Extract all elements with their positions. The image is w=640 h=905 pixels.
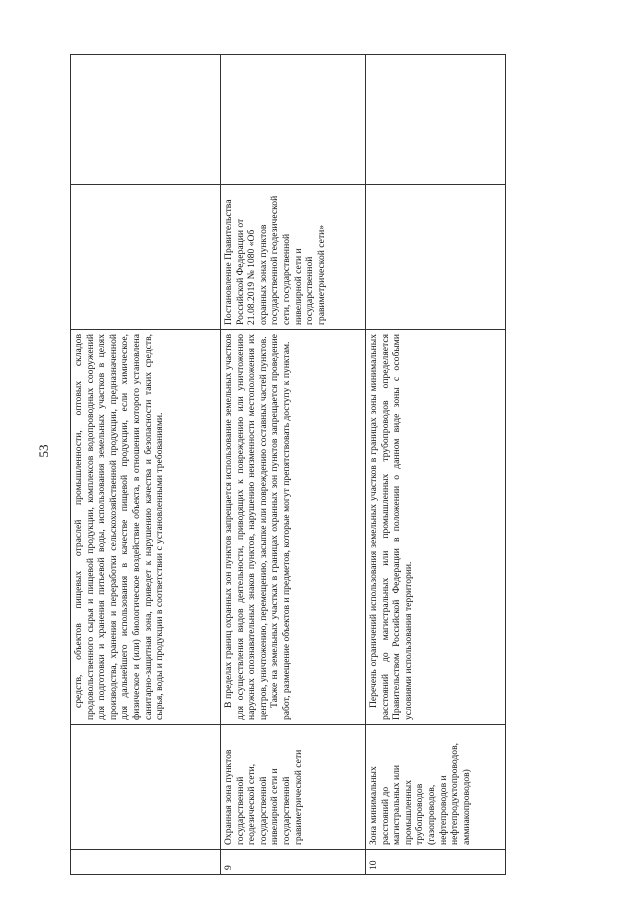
restriction-paragraph: В пределах границ охранных зон пунктов запрещается использование земельных участков для осуществления видов деятельности, приводящих к повреждению или уничтожению наружных опознавательных знаков пунктов, нарушению неизменности местоположения их центров, уничтожению, перемещению, засыпке или повреждению составных частей пунктов.: [223, 334, 269, 720]
legal-basis: [71, 185, 221, 330]
page-number: 53: [36, 444, 51, 458]
legal-basis: Постановление Правительства Российской Федерации от 21.08.2019 № 1080 «Об охранных зонах пунктов государственной геодезической сети, государственной нивелирной сети и государственной гравиметрической сети»: [221, 185, 366, 330]
restriction-paragraph: Также на земельных участках в границах охранных зон пунктов запрещается проведение работ, размещение объектов и предметов, которые могут препятствовать доступу к пунктам.: [269, 334, 292, 720]
restriction-text: [221, 330, 366, 725]
restriction-paragraph: Перечень ограничений использования земельных участков в границах зоны минимальных расстояний до магистральных или промышленных трубопроводов определяется Правительством Российской Федерации в положении о данном виде зоны с особыми условиями использования территории.: [368, 334, 414, 720]
row-number: 9: [221, 850, 366, 875]
legal-basis: [366, 185, 506, 330]
row-number: [71, 850, 221, 875]
table-row: [71, 55, 221, 875]
empty-cell: [366, 55, 506, 185]
restriction-text: [366, 330, 506, 725]
empty-cell: [221, 55, 366, 185]
zone-name: Зона минимальных расстояний до магистральных или промышленных трубопроводов (газопроводов, нефтепроводов и нефтепродуктопроводов, аммиакопроводов): [366, 725, 506, 850]
restrictions-table: [70, 54, 506, 875]
table-row: [221, 55, 366, 875]
zone-name: Охранная зона пунктов государственной геодезической сети, государственной нивелирной сети и государственной гравиметрической сети: [221, 725, 366, 850]
zone-name: [71, 725, 221, 850]
restriction-text: [71, 330, 221, 725]
row-number: 10: [366, 850, 506, 875]
restriction-paragraph: средств, объектов пищевых отраслей промышленности, оптовых складов продовольственного сырья и пищевой продукции, комплексов водопроводных сооружений для подготовки и хранения питьевой воды, использования земельных участков в целях производства, хранения и переработки сельскохозяйственной продукции, предназначенной для дальнейшего использования в качестве пищевой продукции, если химическое, физическое и (или) биологическое воздействие объекта, в отношении которого установлена санитарно-защитная зона, приведет к нарушению качества и безопасности таких средств, сырья, воды и продукции в соответствии с установленными требованиями.: [73, 334, 166, 720]
empty-cell: [71, 55, 221, 185]
table-row: [366, 55, 506, 875]
